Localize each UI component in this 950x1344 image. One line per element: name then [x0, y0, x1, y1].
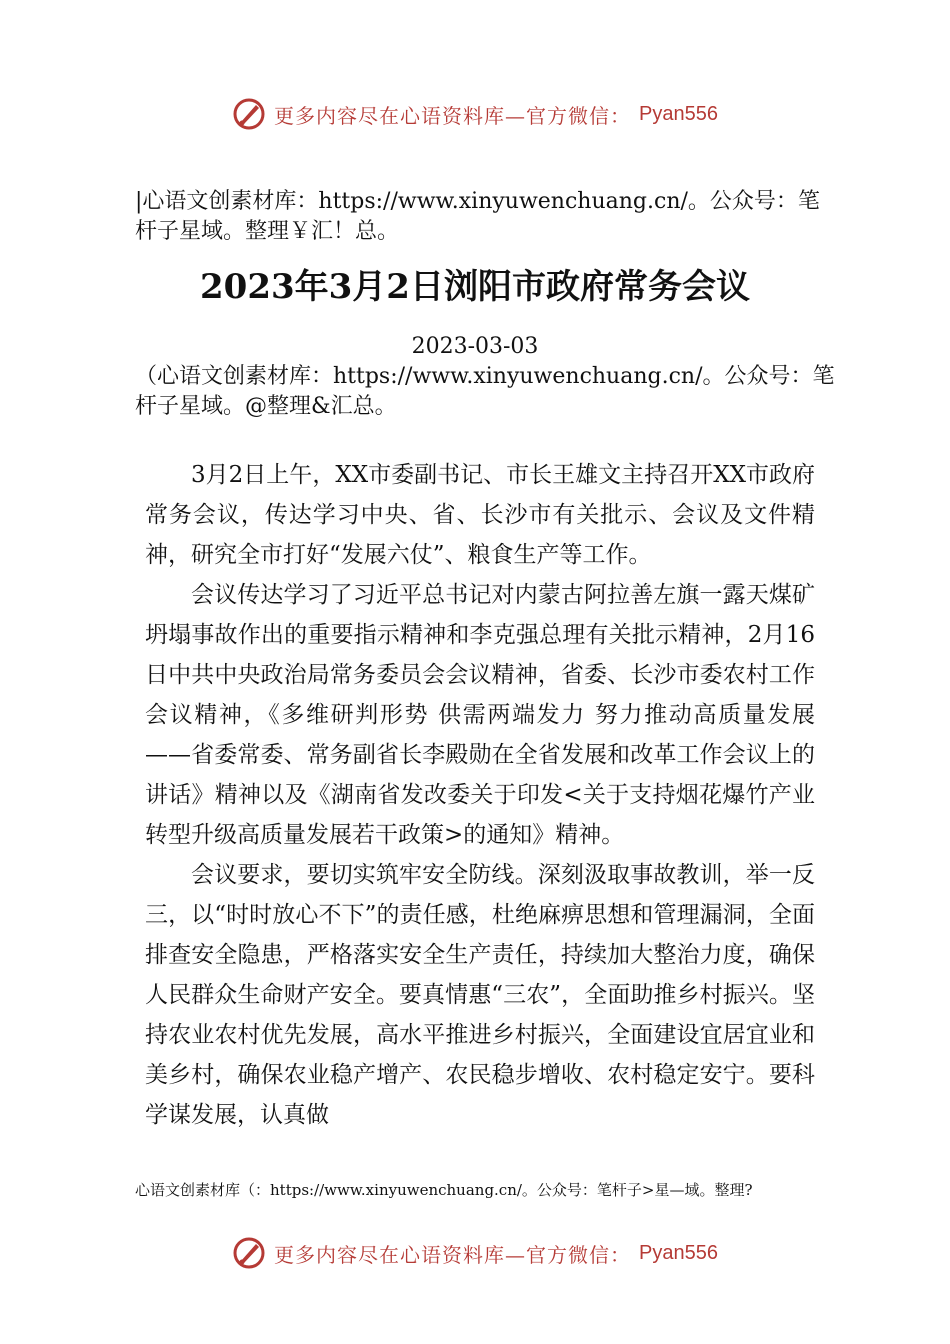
banner-handle: Pyan556 — [639, 102, 718, 125]
source-note-top: |心语文创素材库：https://www.xinyuwenchuang.cn/。公众号：笔杆子星域。整理￥汇！总。 — [135, 189, 820, 244]
banner-text: 更多内容尽在心语资料库—官方微信： — [274, 1242, 632, 1267]
banner-text: 更多内容尽在心语资料库—官方微信： — [274, 103, 632, 128]
document-date: 2023-03-03 — [411, 334, 539, 359]
brush-logo-icon — [232, 97, 266, 131]
body-paragraph: 3月2日上午，XX市委副书记、市长王雄文主持召开XX市政府常务会议，传达学习中央、省、长沙市有关批示、会议及文件精神，研究全市打好“发展六仗”、粮食生产等工作。 — [145, 462, 815, 568]
footer-source-note: 心语文创素材库（：https://www.xinyuwenchuang.cn/。公众号：笔杆子>星—域。整理? — [135, 1181, 753, 1199]
body-paragraph: 会议传达学习了习近平总书记对内蒙古阿拉善左旗一露天煤矿坍塌事故作出的重要指示精神和李克强总理有关批示精神，2月16日中共中央政治局常务委员会会议精神，省委、长沙市委农村工作会议精神，《多维研判形势 供需两端发力 努力推动高质量发展——省委常委、常务副省长李殿勋在全省发展和改革工作会议上的讲话》精神以及《湖南省发改委关于印发<关于支持烟花爆竹产业转型升级高质量发展若干政策>的通知》精神。 — [145, 582, 815, 848]
document-title: 2023年3月2日浏阳市政府常务会议 — [200, 267, 750, 307]
watermark-banner-top — [0, 94, 950, 134]
banner-handle: Pyan556 — [639, 1241, 718, 1264]
source-note-middle: （心语文创素材库：https://www.xinyuwenchuang.cn/。公众号：笔杆子星域。@整理&汇总。 — [135, 364, 835, 419]
brush-logo-icon — [232, 1236, 266, 1270]
document-body — [145, 455, 815, 1135]
watermark-banner-bottom — [0, 1233, 950, 1273]
body-paragraph: 会议要求，要切实筑牢安全防线。深刻汲取事故教训，举一反三，以“时时放心不下”的责任感，杜绝麻痹思想和管理漏洞，全面排查安全隐患，严格落实安全生产责任，持续加大整治力度，确保人民群众生命财产安全。要真情惠“三农”，全面助推乡村振兴。坚持农业农村优先发展，高水平推进乡村振兴，全面建设宜居宜业和美乡村，确保农业稳产增产、农民稳步增收、农村稳定安宁。要科学谋发展，认真做 — [145, 862, 815, 1128]
